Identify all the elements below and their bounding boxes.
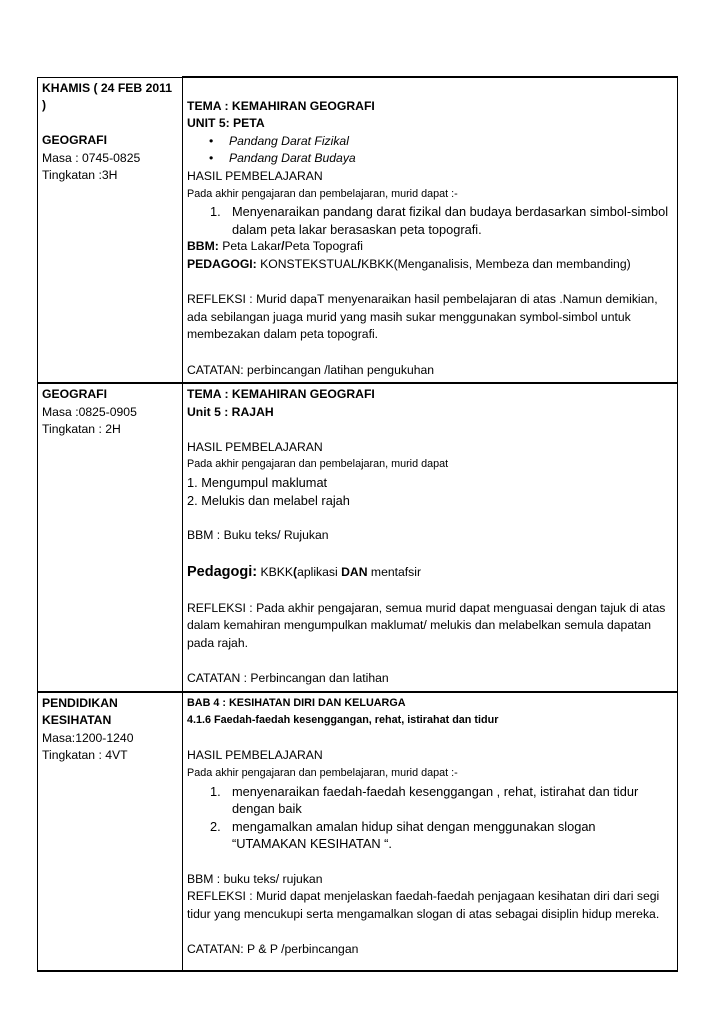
topic-list (187, 133, 673, 168)
lesson-plan-table (37, 76, 678, 972)
class-form: Tingkatan : 2H (42, 422, 121, 437)
lesson-row (38, 77, 678, 383)
learning-outcomes-heading: HASIL PEMBELAJARAN (187, 168, 323, 183)
list-item: 2. mengamalkan amalan hidup sihat dengan menggunakan slogan “UTAMAKAN KESIHATAN “. (210, 818, 596, 852)
row-right-cell (183, 77, 678, 383)
learning-outcomes-heading: HASIL PEMBELAJARAN (187, 748, 323, 763)
row-left-cell (38, 77, 183, 383)
subject: PENDIDIKAN (42, 695, 118, 710)
topic: 4.1.6 Faedah-faedah kesenggangan, rehat, istirahat dan tidur (187, 714, 499, 727)
time-slot: Masa : 0745-0825 (42, 150, 141, 165)
teaching-aids: BBM : buku teks/ rujukan (187, 871, 323, 886)
reflection: REFLEKSI : Murid dapaT menyenaraikan hasil pembelajaran di atas .Namun demikian, ada sebilangan juaga murid yang masih sukar menggunakan symbol-simbol untuk membezakan dalam peta topografi. (187, 292, 658, 342)
lesson-row (38, 692, 678, 971)
class-form: Tingkatan :3H (42, 168, 118, 183)
row-left-cell (38, 692, 183, 971)
list-item: • Pandang Darat Budaya (209, 151, 356, 166)
chapter: BAB 4 : KESIHATAN DIRI DAN KELUARGA (187, 696, 406, 709)
outcomes-intro: Pada akhir pengajaran dan pembelajaran, murid dapat (187, 458, 449, 471)
notes: CATATAN : Perbincangan dan latihan (187, 671, 389, 685)
reflection: REFLEKSI : Pada akhir pengajaran, semua murid dapat menguasai dengan tajuk di atas dalam kemahiran mengumpulkan maklumat/ melukis dan melabelkan semula dapatan pada rajah. (187, 600, 666, 650)
teaching-aids: BBM: Peta Lakar/Peta Topografi (187, 239, 363, 254)
subject: KESIHATAN (42, 713, 112, 728)
day-date: KHAMIS ( 24 FEB 2011 ) (42, 80, 173, 113)
teaching-aids: BBM : Buku teks/ Rujukan (187, 527, 329, 542)
time-slot: Masa:1200-1240 (42, 730, 134, 745)
theme: TEMA : KEMAHIRAN GEOGRAFI (187, 387, 375, 402)
list-item: • Pandang Darat Fizikal (209, 133, 349, 148)
subject: GEOGRAFI (42, 133, 108, 148)
pedagogy: Pedagogi: KBKK(aplikasi DAN mentafsir (187, 564, 422, 581)
objective-list (187, 203, 673, 238)
learning-outcomes-heading: HASIL PEMBELAJARAN (187, 439, 323, 454)
unit: UNIT 5: PETA (187, 116, 265, 131)
row-right-cell (183, 692, 678, 971)
subject: GEOGRAFI (42, 387, 108, 402)
list-item: 1. Menyenaraikan pandang darat fizikal dan budaya berdasarkan simbol-simbol dalam peta lakar berasaskan peta topografi. (210, 204, 669, 237)
objective-list (187, 783, 673, 853)
list-item: 1. menyenaraikan faedah-faedah kesenggangan , rehat, istirahat dan tidur dengan baik (210, 783, 639, 817)
reflection: REFLEKSI : Murid dapat menjelaskan faedah-faedah penjagaan kesihatan diri dari segi tidur yang mencukupi serta mengamalkan slogan di atas sebagai disiplin hidup mereka. (187, 889, 660, 921)
class-form: Tingkatan : 4VT (42, 748, 128, 763)
outcomes-intro: Pada akhir pengajaran dan pembelajaran, murid dapat :- (187, 187, 458, 200)
pedagogy: PEDAGOGI: KONSTEKSTUAL/KBKK(Menganalisis, Membeza dan membanding) (187, 256, 631, 271)
notes: CATATAN: P & P /perbincangan (187, 941, 359, 956)
row-left-cell (38, 383, 183, 692)
outcomes-intro: Pada akhir pengajaran dan pembelajaran, murid dapat :- (187, 766, 458, 779)
objective-item: 1. Mengumpul maklumat (187, 475, 328, 491)
unit: Unit 5 : RAJAH (187, 404, 274, 419)
time-slot: Masa :0825-0905 (42, 404, 137, 419)
theme: TEMA : KEMAHIRAN GEOGRAFI (187, 98, 375, 113)
row-right-cell (183, 383, 678, 692)
objective-item: 2. Melukis dan melabel rajah (187, 492, 350, 508)
lesson-row (38, 383, 678, 692)
notes: CATATAN: perbincangan /latihan pengukuhan (187, 362, 435, 377)
